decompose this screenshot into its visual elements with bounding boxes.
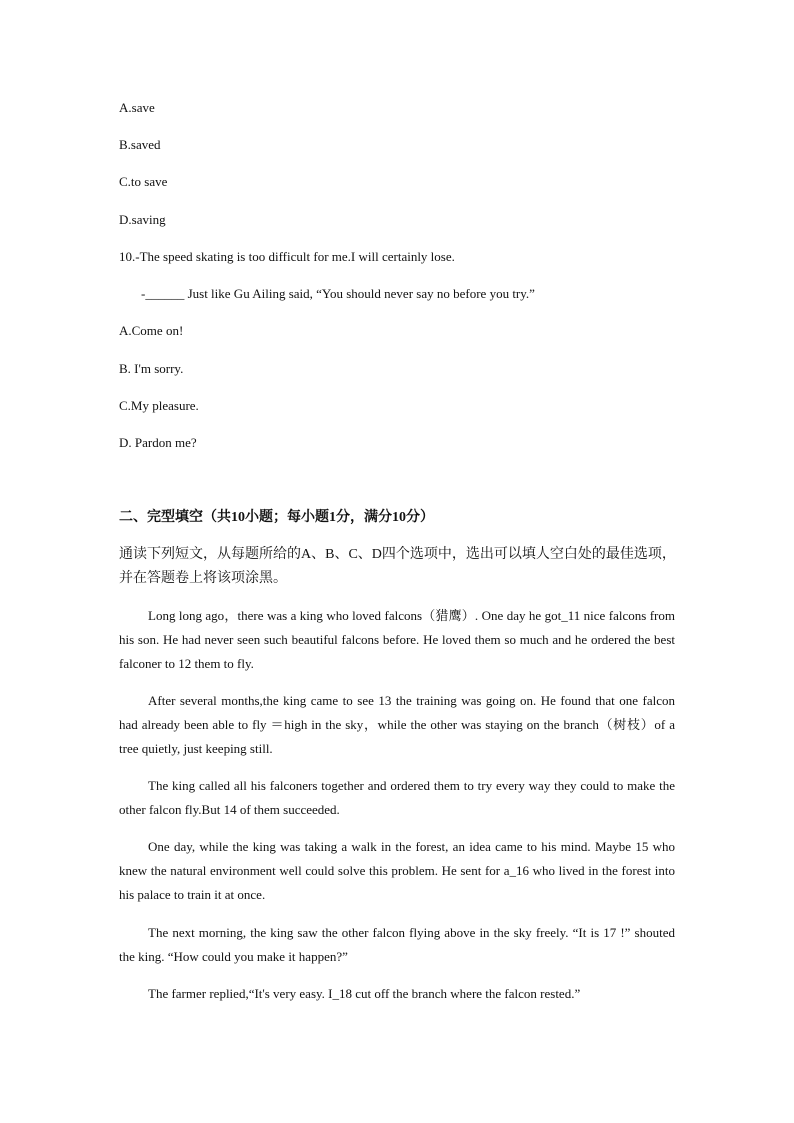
- passage-paragraph-3: The king called all his falconers together and ordered them to try every way they could to make the other falcon fly.But 14 of them succeeded.: [119, 778, 675, 817]
- passage-paragraph-2: After several months,the king came to see 13 the training was going on. He found that one falcon had already been able to fly ＝high in the sky，while the other was staying on the branch（树枝）of a tree quietly, just keeping still.: [119, 693, 675, 756]
- q10-option-a: A.Come on!: [119, 323, 184, 338]
- section-title: 二、完型填空（共10小题；每小题1分，满分10分）: [119, 510, 434, 525]
- q9-option-b: B.saved: [119, 137, 161, 152]
- section-instruction: 通读下列短文，从每题所给的A、B、C、D四个选项中，选出可以填人空白处的最佳选项，并在答题卷上将该项涂黑。: [119, 547, 676, 586]
- passage-paragraph-4: One day, while the king was taking a walk in the forest, an idea came to his mind. Maybe 15 who knew the natural environment well could solve this problem. He sent for a_16 who lived in the forest into his palace to train it at once.: [119, 839, 675, 902]
- q10-option-d: D. Pardon me?: [119, 435, 197, 450]
- q9-option-a: A.save: [119, 100, 155, 115]
- q10-reply: -______ Just like Gu Ailing said, “You should never say no before you try.”: [141, 286, 535, 301]
- q10-stem: 10.-The speed skating is too difficult for me.I will certainly lose.: [119, 249, 455, 264]
- q9-option-d: D.saving: [119, 212, 166, 227]
- q10-option-c: C.My pleasure.: [119, 398, 199, 413]
- passage-paragraph-6: The farmer replied,“It's very easy. I_18 cut off the branch where the falcon rested.”: [148, 986, 581, 1001]
- passage-paragraph-1: Long long ago，there was a king who loved falcons（猎鹰）. One day he got_11 nice falcons from his son. He had never seen such beautiful falcons before. He loved them so much and he ordered the best falconer to 12 them to fly.: [119, 608, 675, 671]
- q10-option-b: B. I'm sorry.: [119, 361, 184, 376]
- q9-option-c: C.to save: [119, 174, 168, 189]
- passage-paragraph-5: The next morning, the king saw the other falcon flying above in the sky freely. “It is 17 !” shouted the king. “How could you make it happen?”: [119, 925, 675, 964]
